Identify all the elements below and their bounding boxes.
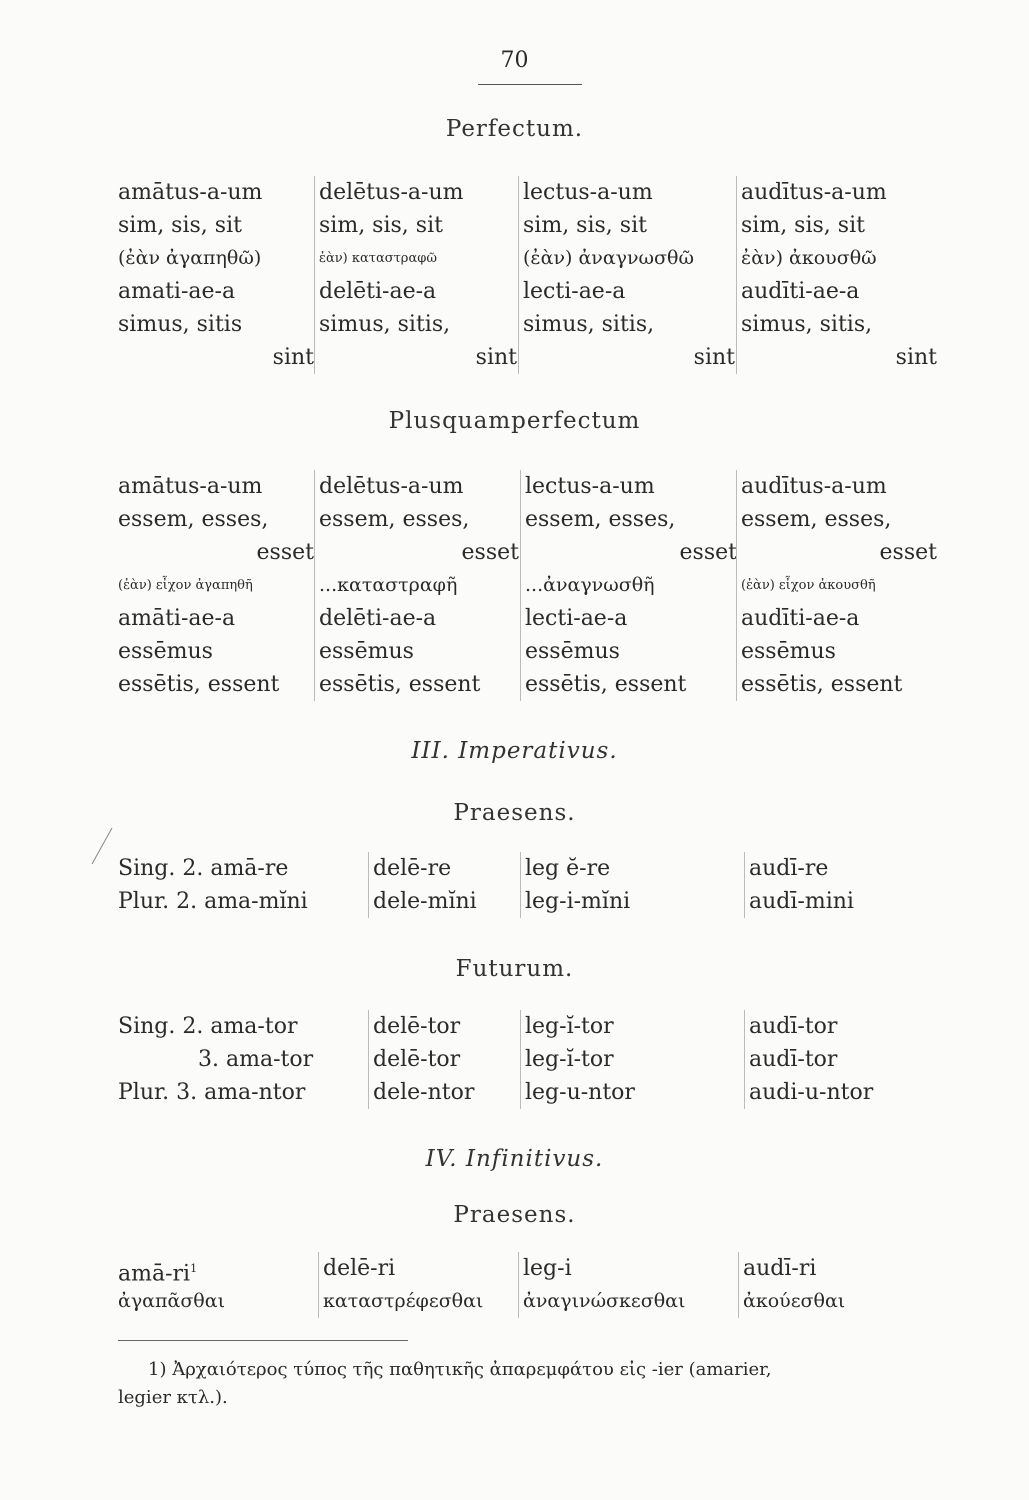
form: esset xyxy=(879,540,937,565)
form: lecti-ae-a xyxy=(525,606,628,631)
form: essētis, essent xyxy=(741,672,903,697)
form: essem, esses, xyxy=(319,507,470,532)
greek-gloss: ...καταστραφῆ xyxy=(319,574,458,596)
form: essēmus xyxy=(118,639,213,664)
greek-gloss: (ἐὰν) εἶχον ἀγαπηθῆ xyxy=(118,578,253,593)
infinitivus-praesens-col-4 xyxy=(738,1252,933,1318)
form: audī-mini xyxy=(749,889,854,914)
greek-gloss: (ἐὰν ἀγαπηθῶ) xyxy=(118,247,262,269)
form: Plur. 2. ama-mĭni xyxy=(118,889,308,914)
form-text: amā-ri xyxy=(118,1261,191,1287)
form: audī-re xyxy=(749,856,829,881)
form: Sing. 2. ama-tor xyxy=(118,1014,298,1039)
form: esset xyxy=(679,540,737,565)
form: simus, sitis, xyxy=(319,312,451,337)
perfectum-col-1 xyxy=(118,176,314,374)
form: sim, sis, sit xyxy=(741,213,865,238)
form: amāti-ae-a xyxy=(118,606,236,631)
form: essem, esses, xyxy=(741,507,892,532)
form: simus, sitis, xyxy=(523,312,655,337)
footnote-marker: 1) xyxy=(148,1359,167,1380)
imperativus-praesens-col-1 xyxy=(118,852,368,918)
imperativus-futurum-heading: Futurum. xyxy=(455,956,574,982)
perfectum-heading: Perfectum. xyxy=(445,116,584,142)
form: delētus-a-um xyxy=(319,180,464,205)
form: sim, sis, sit xyxy=(118,213,242,238)
plusquamperfectum-col-4 xyxy=(736,470,937,701)
imperativus-futurum-col-2 xyxy=(368,1010,521,1109)
pencil-mark xyxy=(88,826,118,866)
form: delē-ri xyxy=(323,1256,396,1281)
form: audītus-a-um xyxy=(741,180,887,205)
infinitivus-praesens-col-1 xyxy=(118,1252,314,1318)
greek-gloss: ἀγαπᾶσθαι xyxy=(118,1290,226,1312)
imperativus-praesens-col-4 xyxy=(744,852,929,918)
page-number-rule xyxy=(478,84,582,85)
form: essētis, essent xyxy=(319,672,481,697)
plusquamperfectum-heading: Plusquamperfectum xyxy=(388,408,641,434)
form: delētus-a-um xyxy=(319,474,464,499)
form: leg-i xyxy=(523,1256,572,1281)
infinitivus-praesens-col-2 xyxy=(318,1252,519,1318)
form: audī-ri xyxy=(743,1256,817,1281)
form: essēmus xyxy=(319,639,414,664)
form: amātus-a-um xyxy=(118,180,263,205)
form: dele-ntor xyxy=(373,1080,475,1105)
form: sint xyxy=(272,345,314,370)
form: delēti-ae-a xyxy=(319,279,437,304)
greek-gloss: ...ἀναγνωσθῆ xyxy=(525,574,655,596)
form: simus, sitis xyxy=(118,312,243,337)
form: audī-tor xyxy=(749,1014,838,1039)
form: leg ĕ-re xyxy=(525,856,611,881)
plusquamperfectum-col-1 xyxy=(118,470,314,701)
form xyxy=(118,1252,314,1285)
form: leg-u-ntor xyxy=(525,1080,635,1105)
form: 3. ama-tor xyxy=(198,1047,314,1072)
perfectum-col-2 xyxy=(314,176,517,374)
form: esset xyxy=(256,540,314,565)
form: delē-tor xyxy=(373,1047,461,1072)
footnote xyxy=(118,1356,958,1412)
form: sim, sis, sit xyxy=(319,213,443,238)
infinitivus-praesens-col-3 xyxy=(518,1252,737,1318)
form: lectus-a-um xyxy=(525,474,655,499)
form: Sing. 2. amā-re xyxy=(118,856,289,881)
form: amātus-a-um xyxy=(118,474,263,499)
form: leg-ĭ-tor xyxy=(525,1014,614,1039)
form: audi-u-ntor xyxy=(749,1080,874,1105)
greek-gloss: ἐὰν) ἀκουσθῶ xyxy=(741,247,877,269)
form: essētis, essent xyxy=(525,672,687,697)
greek-gloss: ἐὰν) καταστραφῶ xyxy=(319,251,437,266)
imperativus-futurum-col-3 xyxy=(520,1010,745,1109)
infinitivus-praesens-heading: Praesens. xyxy=(453,1202,576,1228)
form: esset xyxy=(461,540,519,565)
form: simus, sitis, xyxy=(741,312,873,337)
infinitivus-heading: IV. Infinitivus. xyxy=(425,1146,604,1172)
form: essem, esses, xyxy=(525,507,676,532)
form: delē-re xyxy=(373,856,452,881)
perfectum-col-3 xyxy=(518,176,735,374)
form: audī-tor xyxy=(749,1047,838,1072)
footnote-rule xyxy=(118,1340,408,1341)
form: lecti-ae-a xyxy=(523,279,626,304)
form: essētis, essent xyxy=(118,672,280,697)
form: sint xyxy=(895,345,937,370)
plusquamperfectum-col-2 xyxy=(314,470,519,701)
imperativus-praesens-col-2 xyxy=(368,852,521,918)
form: sint xyxy=(693,345,735,370)
form: leg-ĭ-tor xyxy=(525,1047,614,1072)
form: delē-tor xyxy=(373,1014,461,1039)
form: sint xyxy=(475,345,517,370)
greek-gloss: (ἐὰν) ἀναγνωσθῶ xyxy=(523,247,694,269)
form: sim, sis, sit xyxy=(523,213,647,238)
greek-gloss: καταστρέφεσθαι xyxy=(323,1290,484,1312)
perfectum-col-4 xyxy=(736,176,937,374)
footnote-ref: 1 xyxy=(190,1262,198,1275)
form: audītus-a-um xyxy=(741,474,887,499)
imperativus-praesens-heading: Praesens. xyxy=(453,800,576,826)
form: leg-i-mĭni xyxy=(525,889,631,914)
form: amati-ae-a xyxy=(118,279,236,304)
form: essēmus xyxy=(741,639,836,664)
form: dele-mĭni xyxy=(373,889,477,914)
form: delēti-ae-a xyxy=(319,606,437,631)
imperativus-futurum-col-1 xyxy=(118,1010,368,1109)
footnote-text: Ἀρχαιότερος τύπος τῆς παθητικῆς ἀπαρεμφάτου εἰς -ier (amarier, xyxy=(172,1359,772,1380)
greek-gloss: ἀκούεσθαι xyxy=(743,1290,846,1312)
form: Plur. 3. ama-ntor xyxy=(118,1080,306,1105)
plusquamperfectum-col-3 xyxy=(520,470,737,701)
footnote-line-1 xyxy=(118,1356,958,1384)
form: audīti-ae-a xyxy=(741,606,860,631)
greek-gloss: ἀναγινώσκεσθαι xyxy=(523,1290,686,1312)
page-number: 70 xyxy=(500,48,529,73)
form: lectus-a-um xyxy=(523,180,653,205)
greek-gloss: (ἐὰν) εἶχον ἀκουσθῆ xyxy=(741,578,876,593)
imperativus-heading: III. Imperativus. xyxy=(411,738,618,764)
form: essēmus xyxy=(525,639,620,664)
form: essem, esses, xyxy=(118,507,269,532)
footnote-line-2: legier κτλ.). xyxy=(118,1387,228,1408)
imperativus-futurum-col-4 xyxy=(744,1010,929,1109)
form: audīti-ae-a xyxy=(741,279,860,304)
imperativus-praesens-col-3 xyxy=(520,852,745,918)
